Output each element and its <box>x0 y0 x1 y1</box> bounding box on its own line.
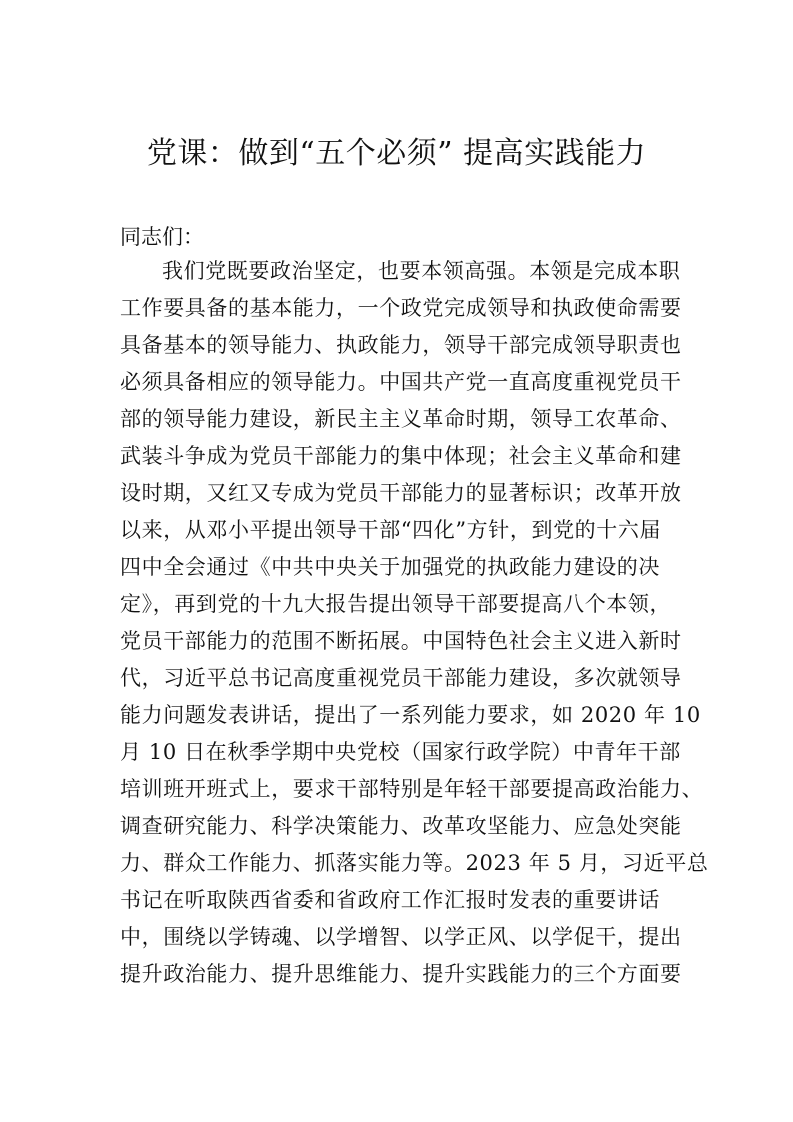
text-line: 以来，从邓小平提出领导干部“四化”方针，到党的十六届 <box>120 518 662 542</box>
text-line: 力、群众工作能力、抓落实能力等。2023 年 5 月，习近平总 <box>120 851 709 875</box>
text-line: 月 10 日在秋季学期中央党校（国家行政学院）中青年干部 <box>120 740 681 764</box>
text-line: 具备基本的领导能力、执政能力，领导干部完成领导职责也 <box>120 333 682 357</box>
text-line: 我们党既要政治坚定，也要本领高强。本领是完成本职 <box>162 259 681 283</box>
document-title: 党课：做到“五个必须” 提高实践能力 <box>146 136 647 171</box>
text-line: 书记在听取陕西省委和省政府工作汇报时发表的重要讲话 <box>120 888 660 912</box>
text-line: 武装斗争成为党员干部能力的集中体现；社会主义革命和建 <box>120 444 682 468</box>
text-line: 中，围绕以学铸魂、以学增智、以学正风、以学促干，提出 <box>120 925 682 949</box>
text-line: 提升政治能力、提升思维能力、提升实践能力的三个方面要 <box>120 962 682 986</box>
text-line: 调查研究能力、科学决策能力、改革攻坚能力、应急处突能 <box>120 814 682 838</box>
text-line: 定》，再到党的十九大报告提出领导干部要提高八个本领， <box>120 592 672 616</box>
document-body <box>120 256 709 996</box>
text-line: 党员干部能力的范围不断拓展。中国特色社会主义进入新时 <box>120 629 682 653</box>
text-line: 设时期，又红又专成为党员干部能力的显著标识；改革开放 <box>120 481 682 505</box>
text-line: 四中全会通过《中共中央关于加强党的执政能力建设的决 <box>120 555 660 579</box>
text-line: 培训班开班式上，要求干部特别是年轻干部要提高政治能力、 <box>120 777 704 801</box>
salutation: 同志们： <box>120 225 204 249</box>
text-line: 必须具备相应的领导能力。中国共产党一直高度重视党员干 <box>120 370 682 394</box>
text-line: 代，习近平总书记高度重视党员干部能力建设，多次就领导 <box>120 666 682 690</box>
text-line: 部的领导能力建设，新民主主义革命时期，领导工农革命、 <box>120 407 682 431</box>
text-line: 工作要具备的基本能力，一个政党完成领导和执政使命需要 <box>120 296 682 320</box>
text-line: 能力问题发表讲话，提出了一系列能力要求，如 2020 年 10 <box>120 703 701 727</box>
